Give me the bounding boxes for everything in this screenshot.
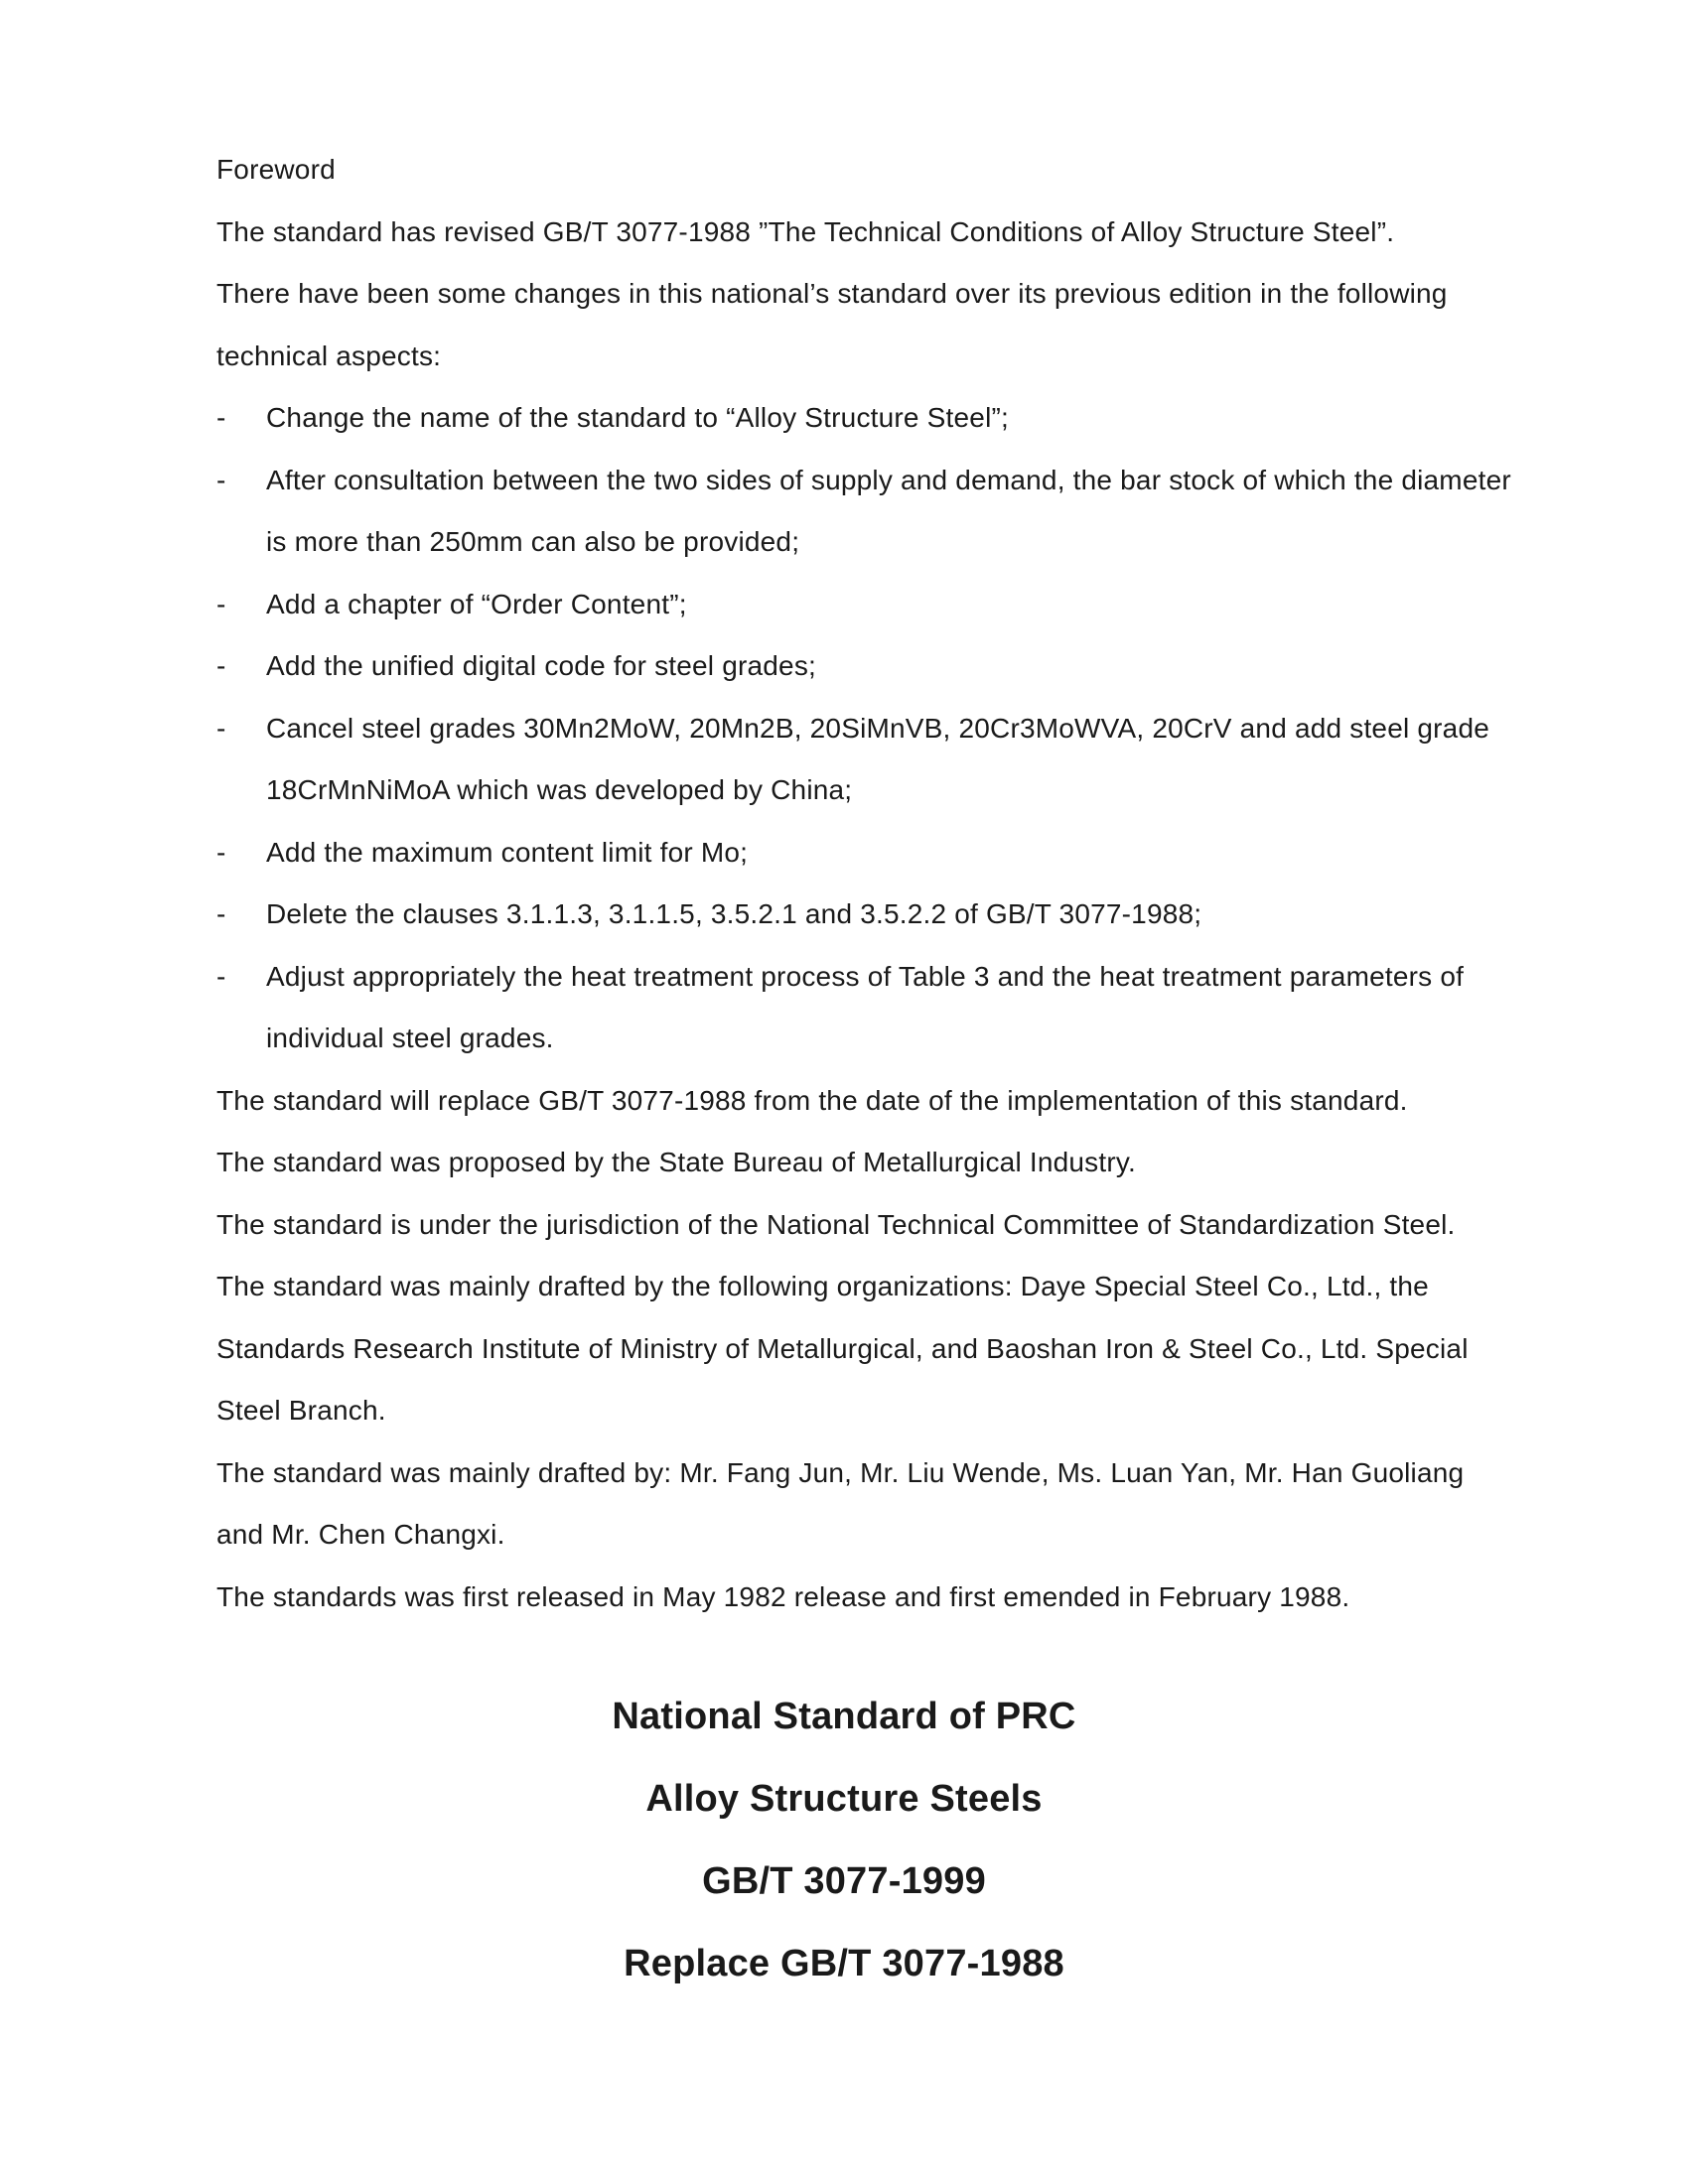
bullet-item [216,822,1487,885]
bullet-marker: - [216,960,226,992]
paragraph-line: Standards Research Institute of Ministry of Metallurgical, and Baoshan Iron & Steel Co., Ltd. Special [216,1332,1469,1364]
bullet-marker: - [216,712,226,744]
bullet-text: Add the maximum content limit for Mo; [266,836,749,868]
bullet-text: After consultation between the two sides of supply and demand, the bar stock of which the diameter [266,464,1511,495]
bullet-marker: - [216,402,226,434]
paragraph-line: The standard has revised GB/T 3077-1988 ”The Technical Conditions of Alloy Structure Steel”. [216,215,1395,247]
paragraph-line: and Mr. Chen Changxi. [216,1519,505,1551]
foreword-section [216,139,1511,1628]
paragraph-line: The standard was mainly drafted by: Mr. Fang Jun, Mr. Liu Wende, Ms. Luan Yan, Mr. Han Guoliang [216,1456,1465,1488]
title-line-standard-name: Alloy Structure Steels [645,1778,1043,1820]
paragraph-line: Steel Branch. [216,1395,386,1427]
bullet-text: Cancel steel grades 30Mn2MoW, 20Mn2B, 20SiMnVB, 20Cr3MoWVA, 20CrV and add steel grade [266,712,1489,744]
bullet-marker: - [216,588,226,619]
bullet-text: Change the name of the standard to “Alloy Structure Steel”; [266,402,1009,434]
bullet-item [216,450,1511,512]
paragraph-line: The standard was mainly drafted by the following organizations: Daye Special Steel Co., Ltd., the [216,1271,1429,1302]
title-line-replaces: Replace GB/T 3077-1988 [624,1943,1064,1984]
title-line-standard-of-prc: National Standard of PRC [612,1696,1076,1737]
paragraph-line: There have been some changes in this national’s standard over its previous edition in the following [216,278,1448,310]
title-line-standard-number: GB/T 3077-1999 [702,1860,986,1902]
bullet-item [216,946,1487,1009]
bullet-text: Adjust appropriately the heat treatment process of Table 3 and the heat treatment parameters of [266,960,1465,992]
bullet-text-continuation: individual steel grades. [266,1023,554,1054]
bullet-item [216,635,1487,698]
bullet-text: Add a chapter of “Order Content”; [266,588,687,619]
bullet-marker: - [216,836,226,868]
bullet-item [216,884,1487,946]
foreword-heading: Foreword [216,154,336,186]
bullet-text-continuation: 18CrMnNiMoA which was developed by China; [266,774,853,806]
bullet-item [216,698,1487,760]
paragraph-line: technical aspects: [216,340,442,371]
bullet-text: Delete the clauses 3.1.1.3, 3.1.1.5, 3.5.2.1 and 3.5.2.2 of GB/T 3077-1988; [266,898,1202,930]
bullet-marker: - [216,898,226,930]
bullet-text-continuation: is more than 250mm can also be provided; [266,526,800,558]
paragraph-line: The standards was first released in May 1982 release and first emended in February 1988. [216,1580,1350,1612]
paragraph-line: The standard is under the jurisdiction of the National Technical Committee of Standardization Steel. [216,1208,1456,1240]
bullet-marker: - [216,650,226,682]
bullet-text: Add the unified digital code for steel grades; [266,650,816,682]
title-block [0,1676,1688,2005]
bullet-item [216,387,1487,450]
paragraph-line: The standard was proposed by the State Bureau of Metallurgical Industry. [216,1147,1136,1178]
bullet-item [216,574,1487,636]
bullet-marker: - [216,464,226,495]
paragraph-line: The standard will replace GB/T 3077-1988 from the date of the implementation of this standard. [216,1084,1408,1116]
